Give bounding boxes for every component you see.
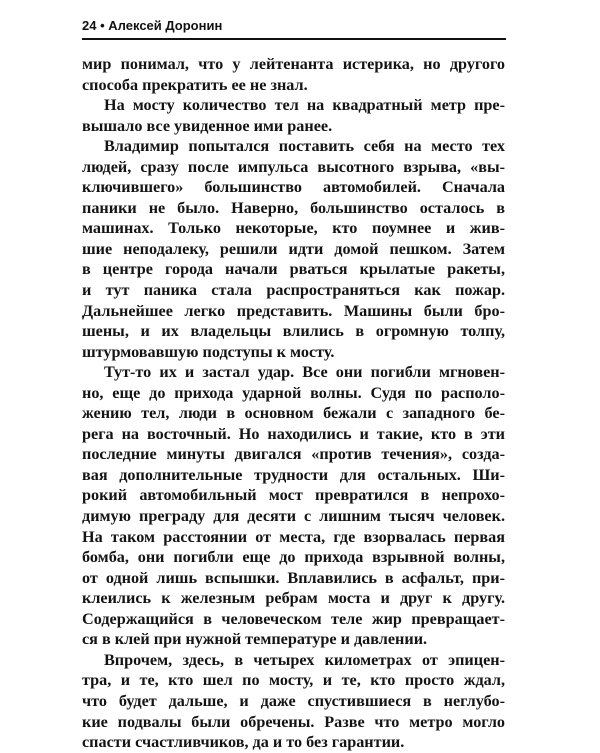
paragraph bbox=[82, 95, 505, 136]
text-line: последние минуты двигался «против течения», созда- bbox=[82, 445, 505, 464]
text-line: спасти счастливчиков, да и то без гарантии. bbox=[82, 733, 405, 752]
text-line: вая дополнительные трудности для остальных. Ши- bbox=[82, 465, 505, 484]
text-line: шие неподалеку, решили идти домой пешком. Затем bbox=[82, 239, 505, 258]
text-line: тра, и те, кто шел по мосту, и те, кто просто ждал, bbox=[82, 671, 505, 690]
text-line: клеились к железным ребрам моста и друг к другу. bbox=[82, 589, 505, 608]
page-number: 24 bbox=[82, 18, 97, 33]
text-line: в центре города начали рваться крылатые ракеты, bbox=[82, 260, 505, 279]
text-line: Владимир попытался поставить себя на место тех bbox=[104, 137, 505, 156]
text-line: Тут-то их и застал удар. Все они погибли мгновен- bbox=[104, 363, 505, 382]
paragraph bbox=[82, 362, 505, 650]
text-line: жению тел, люди в основном бежали с западного бе- bbox=[82, 404, 505, 423]
text-line: кие подвалы были обречены. Разве что метро могло bbox=[82, 712, 505, 731]
text-line: мир понимал, что у лейтенанта истерика, но другого bbox=[82, 55, 505, 73]
paragraph bbox=[82, 650, 505, 753]
text-line: ся в клей при нужной температуре и давлении. bbox=[82, 630, 428, 649]
text-line: Впрочем, здесь, в четырех километрах от эпицен- bbox=[104, 650, 505, 669]
text-line: от одной лишь вспышки. Вплавились в асфальт, при- bbox=[82, 568, 505, 587]
paragraph bbox=[82, 136, 505, 362]
text-line: Дальнейшее легко представить. Машины были бро- bbox=[82, 301, 505, 320]
text-line: рокий автомобильный мост превратился в непрохо- bbox=[82, 486, 505, 505]
text-line: Содержащийся в человеческом теле жир превращает- bbox=[82, 609, 505, 628]
running-header bbox=[82, 12, 506, 40]
text-line: способа прекратить ее не знал. bbox=[82, 75, 308, 94]
text-line: и тут паника стала распространяться как пожар. bbox=[82, 281, 505, 300]
text-line: ключившего» большинство автомобилей. Сначала bbox=[82, 178, 505, 197]
text-line: вышало все увиденное ими ранее. bbox=[82, 116, 333, 135]
header-text bbox=[82, 18, 222, 33]
text-line: бомба, они погибли еще до прихода взрывной волны, bbox=[82, 548, 505, 567]
text-line: но, еще до прихода ударной волны. Судя по располо- bbox=[82, 383, 505, 402]
author-name: Алексей Доронин bbox=[108, 18, 223, 33]
page-body-text bbox=[82, 54, 505, 753]
text-line: димую преграду для десяти с лишним тысяч человек. bbox=[82, 507, 505, 526]
text-line: рега на восточный. Но находились и такие, кто в эти bbox=[82, 424, 505, 443]
text-line: что будет дальше, и даже спустившиеся в неглубо- bbox=[82, 691, 505, 710]
text-line: На таком расстоянии от места, где взорвалась первая bbox=[82, 527, 505, 546]
text-line: На мосту количество тел на квадратный метр пре- bbox=[104, 96, 505, 115]
text-line: людей, сразу после импульса высотного взрыва, «вы- bbox=[82, 157, 505, 176]
header-separator: • bbox=[100, 18, 105, 33]
paragraph bbox=[82, 54, 505, 95]
text-line: штурмовавшую подступы к мосту. bbox=[82, 342, 335, 361]
text-line: паники не было. Наверно, большинство осталось в bbox=[82, 198, 505, 217]
text-line: шены, и их владельцы влились в огромную толпу, bbox=[82, 322, 505, 341]
text-line: машинах. Только некоторые, кто поумнее и жив- bbox=[82, 219, 505, 238]
